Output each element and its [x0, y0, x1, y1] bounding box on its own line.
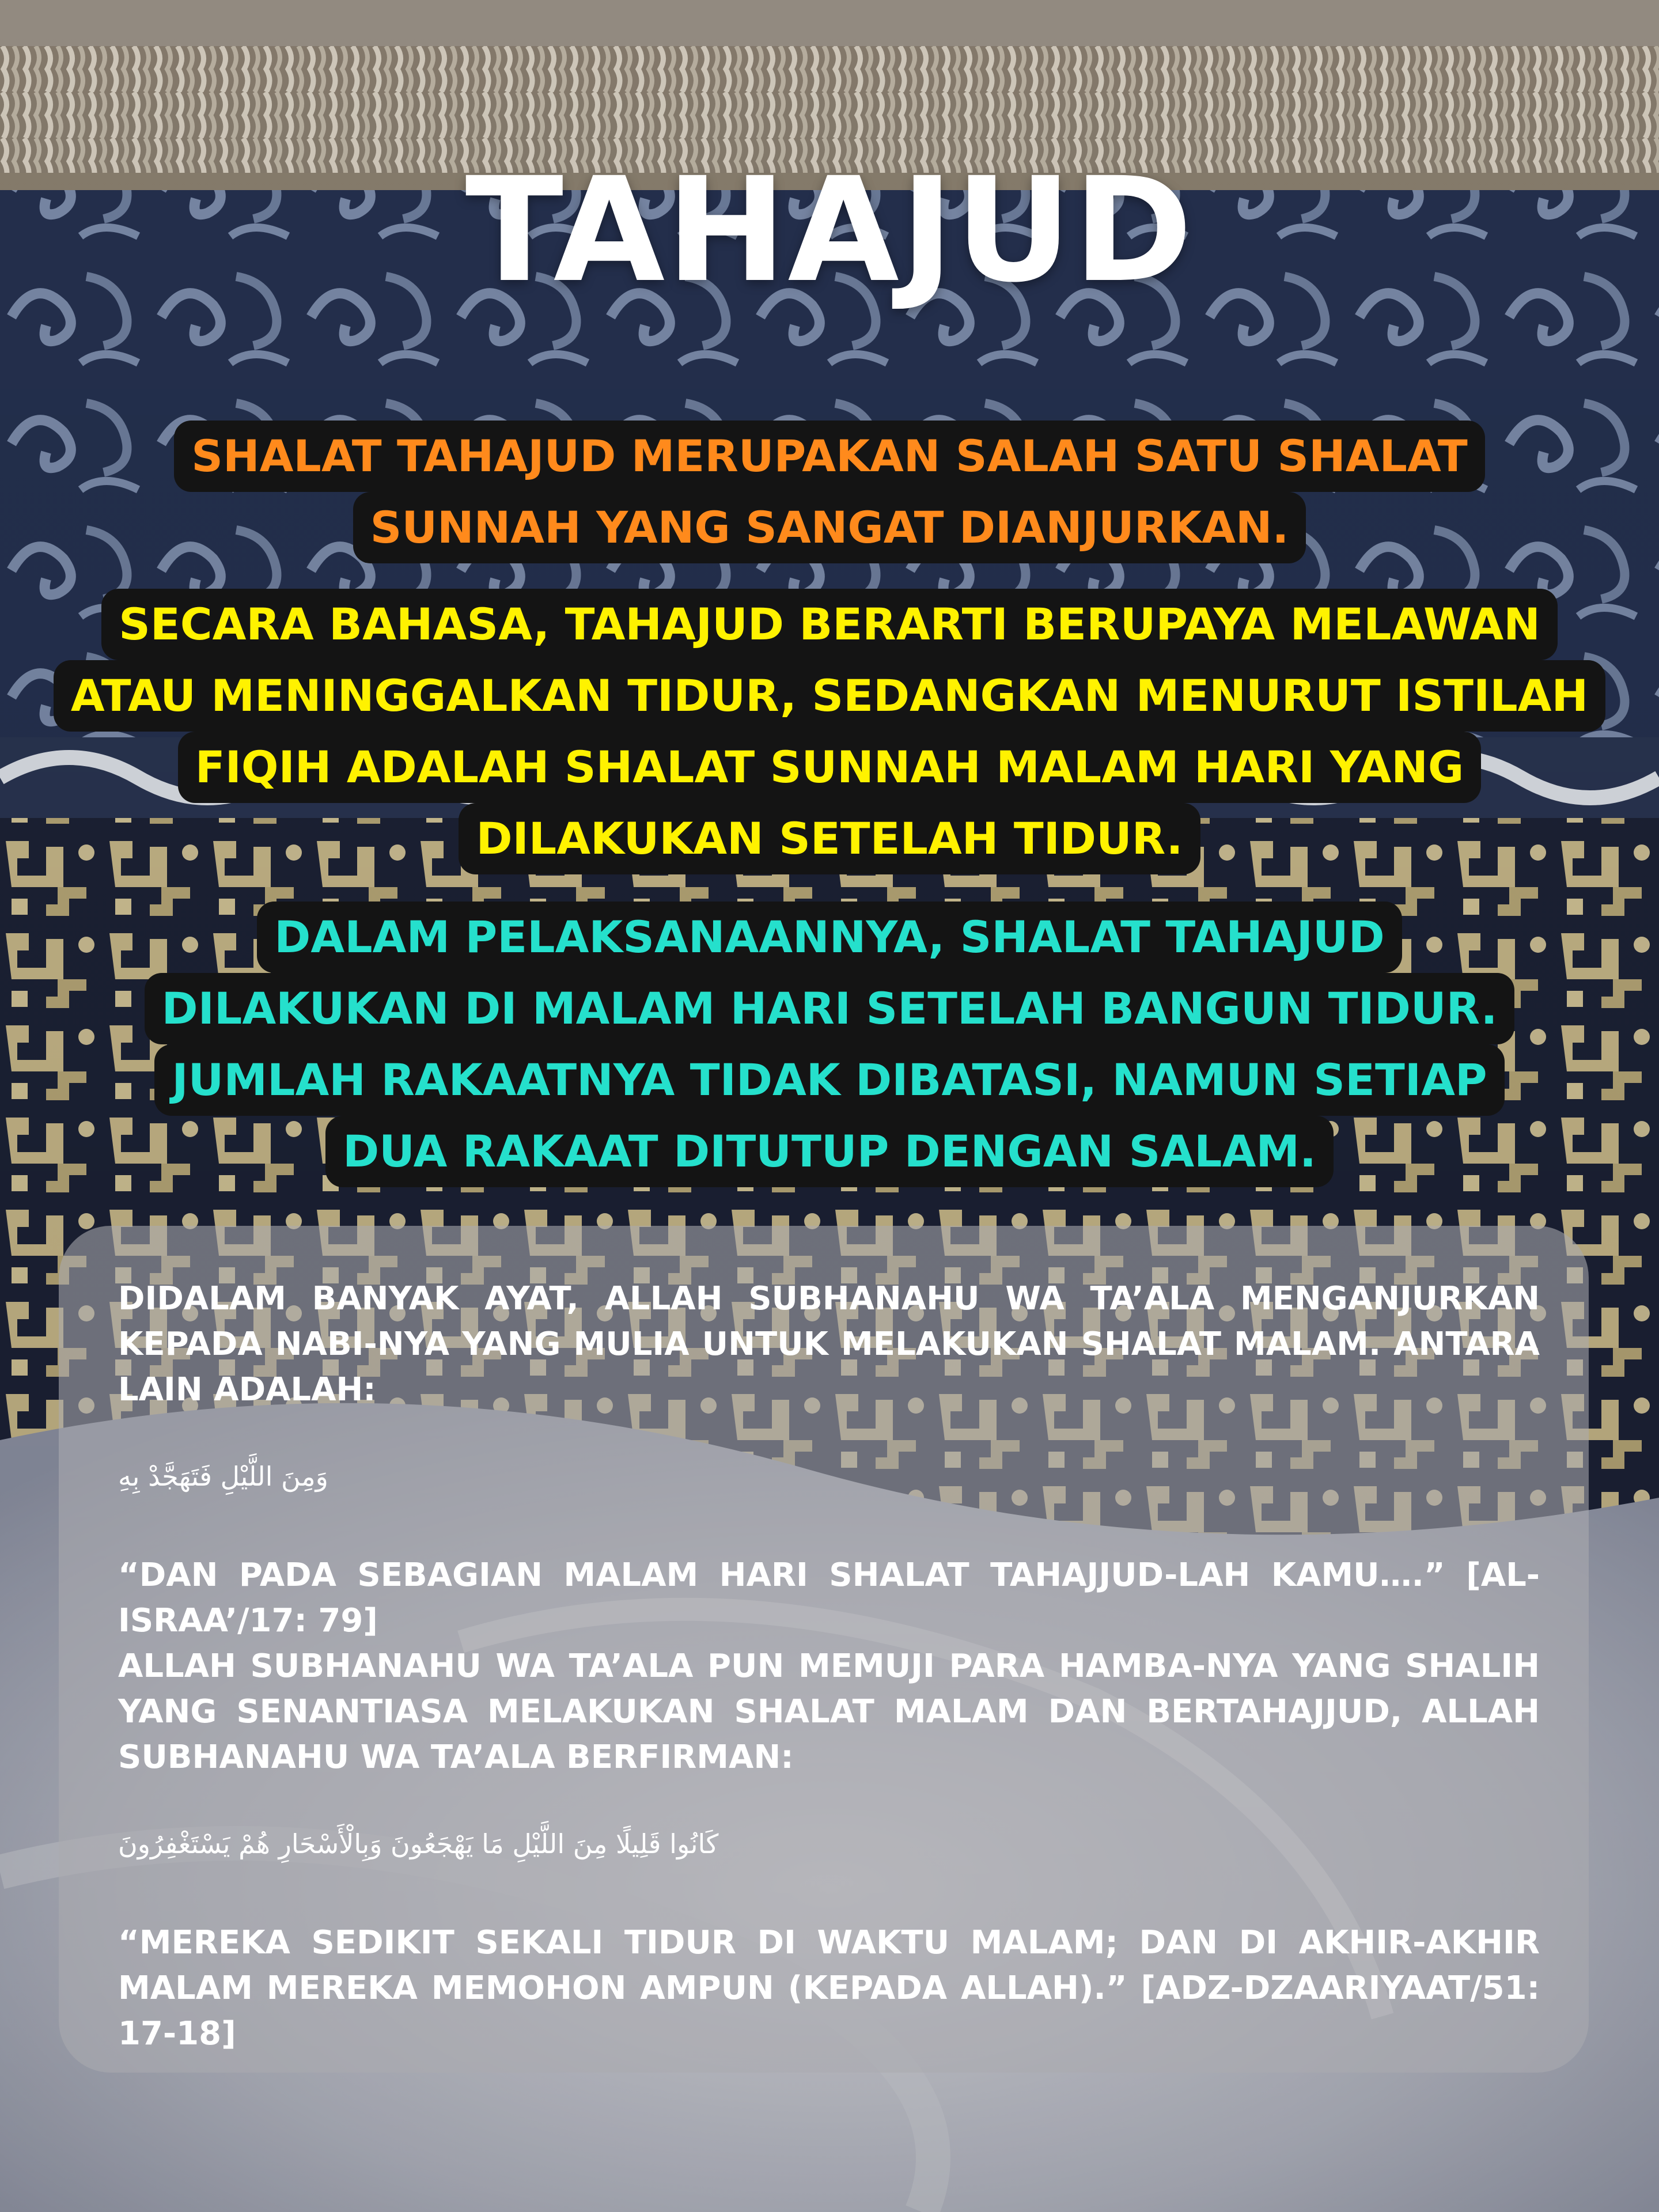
practice-line: DILAKUKAN DI MALAM HARI SETELAH BANGUN TIDUR. [145, 973, 1515, 1044]
practice-line: JUMLAH RAKAATNYA TIDAK DIBATASI, NAMUN SETIAP [154, 1044, 1504, 1116]
definition-line: DILAKUKAN SETELAH TIDUR. [459, 803, 1200, 874]
verse-2-translation: “MEREKA SEDIKIT SEKALI TIDUR DI WAKTU MALAM; DAN DI AKHIR-AKHIR MALAM MEREKA MEMOHON AMPUN (KEPADA ALLAH).” [ADZ-DZAARIYAAT/51: 17-18] [118, 1924, 1540, 2052]
verse-2-arabic: كَانُوا قَلِيلًا مِنَ اللَّيْلِ مَا يَهْجَعُونَ وَبِالْأَسْحَارِ هُمْ يَسْتَغْفِرُونَ [118, 1828, 719, 1859]
practice-line: DUA RAKAAT DITUTUP DENGAN SALAM. [325, 1116, 1334, 1187]
definition-line: SECARA BAHASA, TAHAJUD BERARTI BERUPAYA MELAWAN [101, 589, 1558, 660]
verse-1-translation: “DAN PADA SEBAGIAN MALAM HARI SHALAT TAHAJJUD-LAH KAMU….” [AL-ISRAA’/17: 79] [118, 1556, 1540, 1639]
intro-block [0, 421, 1659, 563]
practice-line: DALAM PELAKSANAANNYA, SHALAT TAHAJUD [257, 902, 1402, 973]
definition-block [0, 589, 1659, 874]
intro-line: SHALAT TAHAJUD MERUPAKAN SALAH SATU SHALAT [174, 421, 1485, 492]
panel-praise-text: ALLAH SUBHANAHU WA TA’ALA PUN MEMUJI PARA HAMBA-NYA YANG SHALIH YANG SENANTIASA MELAKUKAN SHALAT MALAM DAN BERTAHAJJUD, ALLAH SUBHANAHU WA TA’ALA BERFIRMAN: [118, 1647, 1540, 1776]
panel-intro-text: DIDALAM BANYAK AYAT, ALLAH SUBHANAHU WA TA’ALA MENGANJURKAN KEPADA NABI-NYA YANG MULIA UNTUK MELAKUKAN SHALAT MALAM. ANTARA LAIN ADALAH: [118, 1280, 1540, 1408]
practice-block [0, 902, 1659, 1187]
verse-1-arabic: وَمِنَ اللَّيْلِ فَتَهَجَّدْ بِهِ [118, 1461, 328, 1492]
info-panel-content [118, 1276, 1540, 2056]
page-title: TAHAJUD [465, 146, 1194, 314]
definition-line: ATAU MENINGGALKAN TIDUR, SEDANGKAN MENURUT ISTILAH [54, 660, 1605, 732]
intro-line: SUNNAH YANG SANGAT DIANJURKAN. [353, 492, 1306, 563]
definition-line: FIQIH ADALAH SHALAT SUNNAH MALAM HARI YANG [178, 732, 1482, 803]
